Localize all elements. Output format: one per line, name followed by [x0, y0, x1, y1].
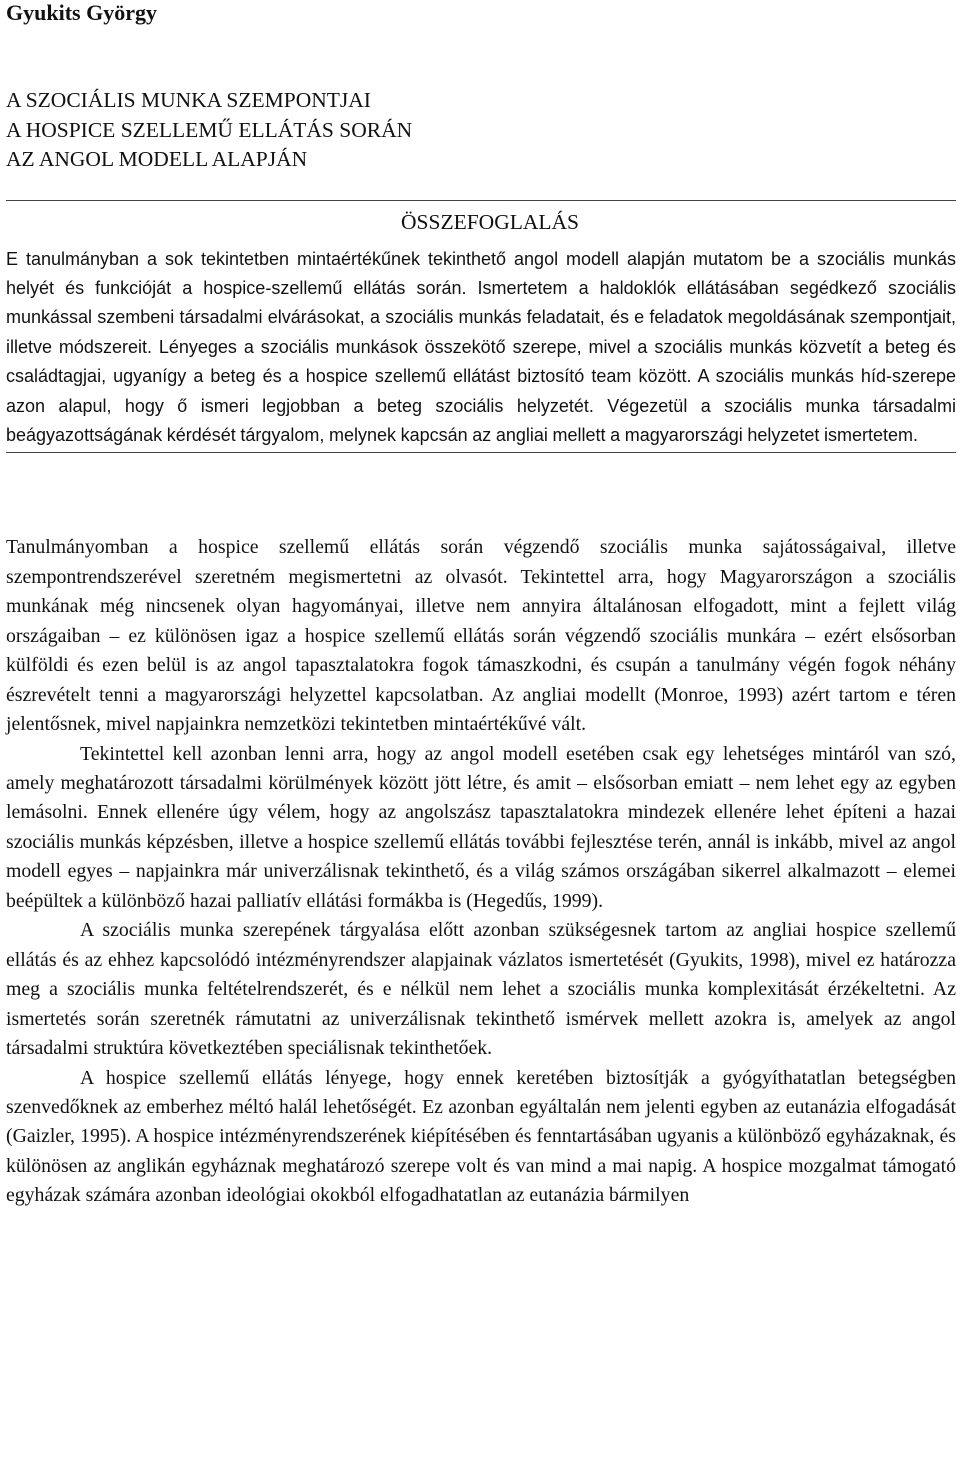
paper-title: [6, 86, 956, 175]
summary-heading: ÖSSZEFOGLALÁS: [401, 209, 579, 234]
body-paragraph: A szociális munka szerepének tárgyalása előtt azonban szükségesnek tartom az angliai hospice szellemű ellátás és az ehhez kapcsolódó intézményrendszer alapjainak vázlatos ismertetését (Gyukits, 1998), mivel ez határozza meg a szociális munka feltételrendszerét, és e nélkül nem lehet a szociális munka komplexitását érzékeltetni. Az ismertetés során szeretnék rámutatni az univerzálisnak tekinthető ismérvek mellett azokra is, amelyek az angol társadalmi struktúra következtében speciálisnak tekinthetőek.: [6, 919, 956, 1060]
abstract-top-divider: [6, 200, 956, 201]
title-line: AZ ANGOL MODELL ALAPJÁN: [6, 147, 308, 171]
title-line: A HOSPICE SZELLEMŰ ELLÁTÁS SORÁN: [6, 117, 413, 142]
abstract-text: E tanulmányban a sok tekintetben mintaértékűnek tekinthető angol modell alapján mutatom be a szociális munkás helyét és funkcióját a hospice-szellemű ellátás során. Ismertetem a haldoklók ellátásában segédkező szociális munkással szembeni társadalmi elvárásokat, a szociális munkás feladatait, és e feladatok megoldásának szempontjait, illetve módszereit. Lényeges a szociális munkások összekötő szerepe, mivel a szociális munkás közvetít a beteg és családtagjai, ugyanígy a beteg és a hospice szellemű ellátást biztosító team között. A szociális munkás híd-szerepe azon alapul, hogy ő ismeri legjobban a beteg szociális helyzetét. Végezetül a szociális munka társadalmi beágyazottságának kérdését tárgyalom, melynek kapcsán az angliai mellett a magyarországi helyzetet ismertetem.: [6, 248, 956, 445]
title-line: A SZOCIÁLIS MUNKA SZEMPONTJAI: [6, 88, 371, 112]
body-paragraph: Tekintettel kell azonban lenni arra, hogy az angol modell esetében csak egy lehetséges mintáról van szó, amely meghatározott társadalmi körülmények között jött létre, és amit – elsősorban emiatt – nem lehet egy az egyben lemásolni. Ennek ellenére úgy vélem, hogy az angolszász tapasztalatokra mindezek ellenére lehet építeni a hazai szociális munkás képzésben, illetve a hospice szellemű ellátás további fejlesztése terén, annál is inkább, mivel az angol modell egyes – napjainkra már univerzálisnak tekinthető, és a világ számos országában sikerrel alkalmazott – elemei beépültek a különböző hazai palliatív ellátási formákba is (Hegedűs, 1999).: [6, 742, 956, 912]
body-paragraph: A hospice szellemű ellátás lényege, hogy ennek keretében biztosítják a gyógyíthatatlan betegségben szenvedőknek az emberhez méltó halál lehetőségét. Ez azonban egyáltalán nem jelenti egyben az eutanázia elfogadását (Gaizler, 1995). A hospice intézményrendszerének kiépítésében és fenntartásában ugyanis a különböző egyházaknak, és különösen az anglikán egyháznak meghatározó szerepe volt és van mind a mai napig. A hospice mozgalmat támogató egyházak számára azonban ideológiai okokból elfogadhatatlan az eutanázia bármilyen: [6, 1066, 956, 1207]
abstract-bottom-divider: [6, 452, 956, 453]
author-name: Gyukits György: [6, 0, 157, 25]
body-paragraph: Tanulmányomban a hospice szellemű ellátás során végzendő szociális munka sajátosságaival, illetve szempontrendszerével szeretném megismertetni az olvasót. Tekintettel arra, hogy Magyarországon a szociális munkának még nincsenek olyan hagyományai, illetve nem annyira általánosan elfogadott, mint a fejlett világ országaiban – ez különösen igaz a hospice szellemű ellátás során végzendő szociális munkára – ezért elsősorban külföldi és ezen belül is az angol tapasztalatokra fogok támaszkodni, és csupán a tanulmány végén fogok néhány észrevételt tenni a magyarországi helyzettel kapcsolatban. Az angliai modellt (Monroe, 1993) azért tartom e téren jelentősnek, mivel napjainkra nemzetközi tekintetben mintaértékűvé vált.: [6, 536, 956, 736]
document-page: [6, 0, 956, 1211]
